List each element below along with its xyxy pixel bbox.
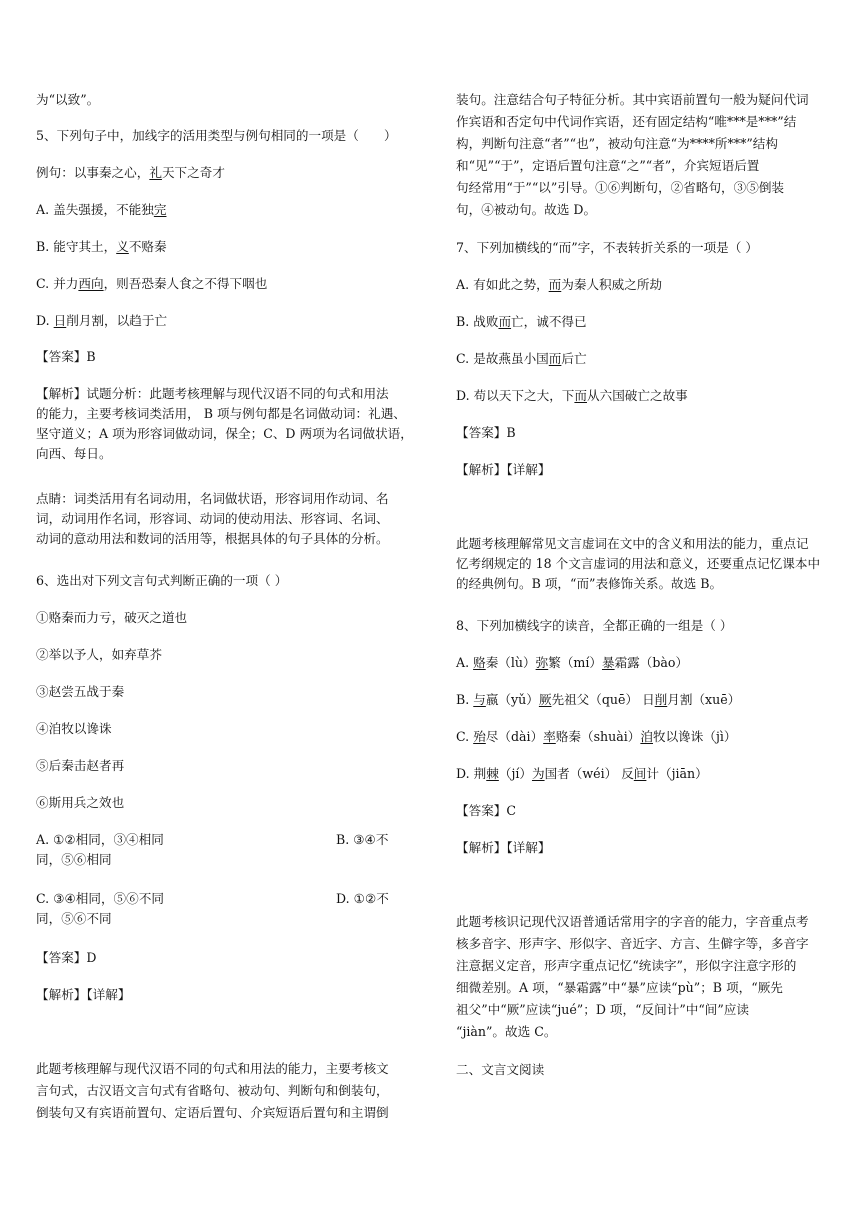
question-5-tips-line: 点睛：词类活用有名词动用，名词做状语，形容词用作动词、名 (36, 491, 389, 506)
option-b: B. ③④不 (336, 832, 389, 847)
question-8-analysis-line: 此题考核识记现代汉语普通话常用字的字音的能力，字音重点考 (456, 914, 809, 929)
question-7-analysis-head: 【解析】【详解】 (456, 462, 551, 477)
question-6-stem: 6、选出对下列文言句式判断正确的一项（ ） (36, 573, 288, 588)
question-7-answer: 【答案】B (456, 425, 516, 440)
question-8-analysis-line: “jiàn”。故选 C。 (456, 1024, 557, 1039)
question-5-example: 例句：以事秦之心，礼天下之奇才 (36, 165, 225, 180)
option-a: A. 盖失强援，不能独完 (36, 202, 167, 217)
question-8-analysis-line: 核多音字、形声字、形似字、音近字、方言、生僻字等，多音字 (456, 936, 809, 951)
question-6-analysis-head: 【解析】【详解】 (36, 987, 131, 1002)
option-a: A. ①②相同，③④相同 (36, 832, 164, 847)
question-6-analysis-line: 构，判断句注意“者”“也”，被动句注意“为****所***”结构 (456, 136, 778, 151)
question-8-analysis-line: 祖父”中“厥”应读“jué”；D 项，“反间计”中“间”应读 (456, 1002, 750, 1017)
option-c: C. 并力西向，则吾恐秦人食之不得下咽也 (36, 276, 268, 291)
question-6-analysis-line: 和“见”“于”，定语后置句注意“之”“者”，介宾短语后置 (456, 158, 760, 173)
option-d: D. 日削月割，以趋于亡 (36, 313, 167, 328)
sentence-item: ④洎牧以谗诛 (36, 721, 112, 736)
question-7-analysis-line: 此题考核理解常见文言虚词在文中的含义和用法的能力，重点记 (456, 536, 809, 551)
option-d: D. ①②不 (336, 891, 389, 906)
question-5-analysis-line: 的能力，主要考核词类活用， B 项与例句都是名词做动词：礼遇、 (36, 406, 406, 421)
question-5-stem: 5、下列句子中，加线字的活用类型与例句相同的一项是（ ） (36, 128, 397, 143)
sentence-item: ⑤后秦击赵者再 (36, 758, 125, 773)
option-b-continued: 同，⑤⑥相同 (36, 852, 112, 867)
question-5-analysis-line: 坚守道义；A 项为形容词做动词，保全；C、D 两项为名词做状语， (36, 426, 413, 441)
question-6-analysis-line: 作宾语和否定句中代词作宾语，还有固定结构“唯***是***”结 (456, 114, 797, 129)
option-b: B. 战败而亡，诚不得已 (456, 314, 587, 329)
question-6-answer: 【答案】D (36, 950, 97, 965)
option-d: D. 苟以天下之大，下而从六国破亡之故事 (456, 388, 688, 403)
question-5-analysis-line: 【解析】试题分析：此题考核理解与现代汉语不同的句式和用法 (36, 386, 389, 401)
sentence-item: ①赂秦而力亏，破灭之道也 (36, 610, 188, 625)
question-7-analysis-line: 忆考纲规定的 18 个文言虚词的用法和意义，还要重点记忆课本中 (456, 556, 821, 571)
question-5-answer: 【答案】B (36, 349, 96, 364)
section-heading: 二、文言文阅读 (456, 1062, 545, 1077)
question-6-analysis-line: 此题考核理解与现代汉语不同的句式和用法的能力，主要考核文 (36, 1061, 389, 1076)
option-c: C. 殆尽（dài）率赂秦（shuài）洎牧以谗诛（jì） (456, 729, 737, 744)
question-6-analysis-line: 装句。注意结合句子特征分析。其中宾语前置句一般为疑问代词 (456, 92, 809, 107)
question-6-analysis-line: 句，④被动句。故选 D。 (456, 202, 597, 217)
question-7-analysis-line: 的经典例句。B 项，“而”表修饰关系。故选 B。 (456, 576, 723, 591)
question-8-stem: 8、下列加横线字的读音，全都正确的一组是（ ） (456, 618, 733, 633)
question-8-answer: 【答案】C (456, 803, 517, 818)
text-line: 为“以致”。 (36, 92, 100, 107)
sentence-item: ⑥斯用兵之效也 (36, 795, 125, 810)
option-c: C. 是故燕虽小国而后亡 (456, 351, 587, 366)
option-a: A. 有如此之势，而为秦人积威之所劫 (456, 277, 663, 292)
question-8-analysis-head: 【解析】【详解】 (456, 840, 551, 855)
option-c: C. ③④相同，⑤⑥不同 (36, 891, 164, 906)
option-d-continued: 同，⑤⑥不同 (36, 911, 112, 926)
question-8-analysis-line: 注意据义定音，形声字重点记忆“统读字”，形似字注意字形的 (456, 958, 797, 973)
question-7-stem: 7、下列加横线的“而”字，不表转折关系的一项是（ ） (456, 240, 758, 255)
question-6-analysis-line: 句经常用“于”“以”引导。①⑥判断句，②省略句，③⑤倒装 (456, 180, 785, 195)
sentence-item: ②举以予人，如弃草芥 (36, 647, 162, 662)
question-5-tips-line: 词，动词用作名词，形容词、动词的使动用法、形容词、名词、 (36, 511, 389, 526)
question-6-analysis-line: 言句式，古汉语文言句式有省略句、被动句、判断句和倒装句， (36, 1083, 389, 1098)
option-a: A. 赂秦（lù）弥繁（mí）暴霜露（bào） (456, 655, 689, 670)
sentence-item: ③赵尝五战于秦 (36, 684, 125, 699)
option-d: D. 荆棘（jí）为国者（wéi） 反间计（jiān） (456, 766, 708, 781)
option-b: B. 能守其土，义不赂秦 (36, 239, 167, 254)
question-5-tips-line: 动词的意动用法和数词的活用等，根据具体的句子具体的分析。 (36, 531, 389, 546)
option-b: B. 与嬴（yǔ）厥先祖父（quē） 日削月割（xuē） (456, 692, 741, 707)
question-8-analysis-line: 细微差别。A 项，“暴霜露”中“暴”应读“pù”；B 项，“厥先 (456, 980, 783, 995)
question-6-analysis-line: 倒装句又有宾语前置句、定语后置句、介宾短语后置句和主谓倒 (36, 1105, 389, 1120)
question-5-analysis-line: 向西、每日。 (36, 446, 112, 461)
